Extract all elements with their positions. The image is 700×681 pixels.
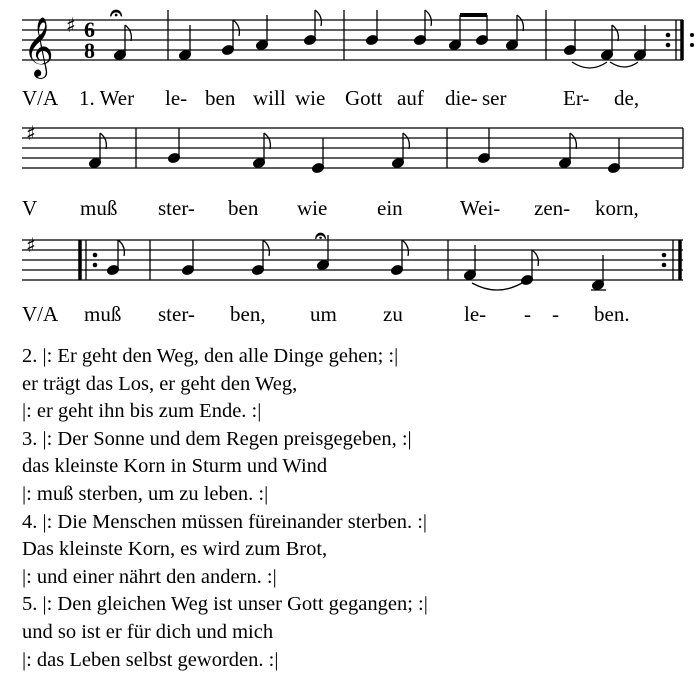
lyric-syllable: le- (165, 86, 188, 110)
key-sharp: ♯ (26, 121, 36, 145)
lyric-syllable: - (524, 302, 531, 326)
music-system-3 (0, 225, 700, 333)
lyric-syllable: ben (228, 196, 259, 220)
verse-line: 4. |: Die Menschen müssen füreinander sterben. :| (22, 510, 427, 533)
fermata: 𝄐 (110, 0, 123, 25)
key-sharp: ♯ (26, 233, 36, 257)
verse-line: |: muß sterben, um zu leben. :| (22, 482, 269, 505)
lyric-syllable: V/A (22, 302, 59, 326)
music-system-2 (0, 118, 700, 228)
lyric-syllable: korn, (595, 196, 639, 220)
lyric-syllable: Gott (345, 86, 383, 110)
lyric-syllable: ster- (158, 302, 195, 326)
treble-clef: 𝄞 (23, 17, 54, 77)
verse-line: 2. |: Er geht den Weg, den alle Dinge gehen; :| (22, 345, 399, 367)
lyric-syllable: Wei- (460, 196, 501, 220)
verse-line: er trägt das Los, er geht den Weg, (22, 372, 298, 395)
verse-line: Das kleinste Korn, es wird zum Brot, (22, 538, 328, 561)
lyric-syllable: muß (80, 196, 118, 220)
lyric-syllable: zu (383, 302, 403, 326)
key-sharp: ♯ (66, 13, 76, 37)
lyric-syllable: Er- (563, 86, 590, 110)
lyric-syllable: ster- (158, 196, 195, 220)
lyric-syllable: V/A (22, 86, 59, 110)
lyric-syllable: ben. (594, 302, 630, 326)
verse-line: das kleinste Korn in Sturm und Wind (22, 455, 328, 478)
verse-line: 3. |: Der Sonne und dem Regen preisgegeben, :| (22, 427, 412, 450)
lyric-syllable: ein (377, 196, 403, 220)
lyric-syllable: le- (464, 302, 487, 326)
lyric-syllable: - (552, 302, 559, 326)
fermata: 𝄐 (315, 225, 327, 247)
music-system-1 (0, 0, 700, 120)
lyric-syllable: ser (482, 86, 507, 110)
lyric-syllable: will (253, 86, 286, 110)
verse-line: und so ist er für dich und mich (22, 620, 274, 643)
lyric-syllable: die- (445, 86, 478, 110)
lyric-syllable: 1. Wer (79, 86, 135, 110)
lyric-syllable: auf (397, 86, 424, 110)
lyric-syllable: um (310, 302, 337, 326)
verse-line: |: er geht ihn bis zum Ende. :| (22, 400, 262, 423)
lyric-syllable: zen- (534, 196, 571, 220)
lyric-syllable: V (22, 196, 38, 220)
lyric-syllable: wie (295, 86, 326, 110)
verse-line: |: und einer nährt den andern. :| (22, 565, 277, 588)
lyric-syllable: de, (614, 86, 640, 110)
verse-line: 5. |: Den gleichen Weg ist unser Gott gegangen; :| (22, 593, 428, 616)
lyric-syllable: ben (205, 86, 236, 110)
verse-line: |: das Leben selbst geworden. :| (22, 648, 279, 671)
time-signature-top: 6 (84, 17, 95, 42)
lyric-syllable: ben, (230, 302, 266, 326)
lyric-syllable: wie (297, 196, 328, 220)
time-signature-bottom: 8 (84, 38, 95, 63)
lyric-syllable: muß (84, 302, 122, 326)
verses-block (22, 343, 692, 674)
